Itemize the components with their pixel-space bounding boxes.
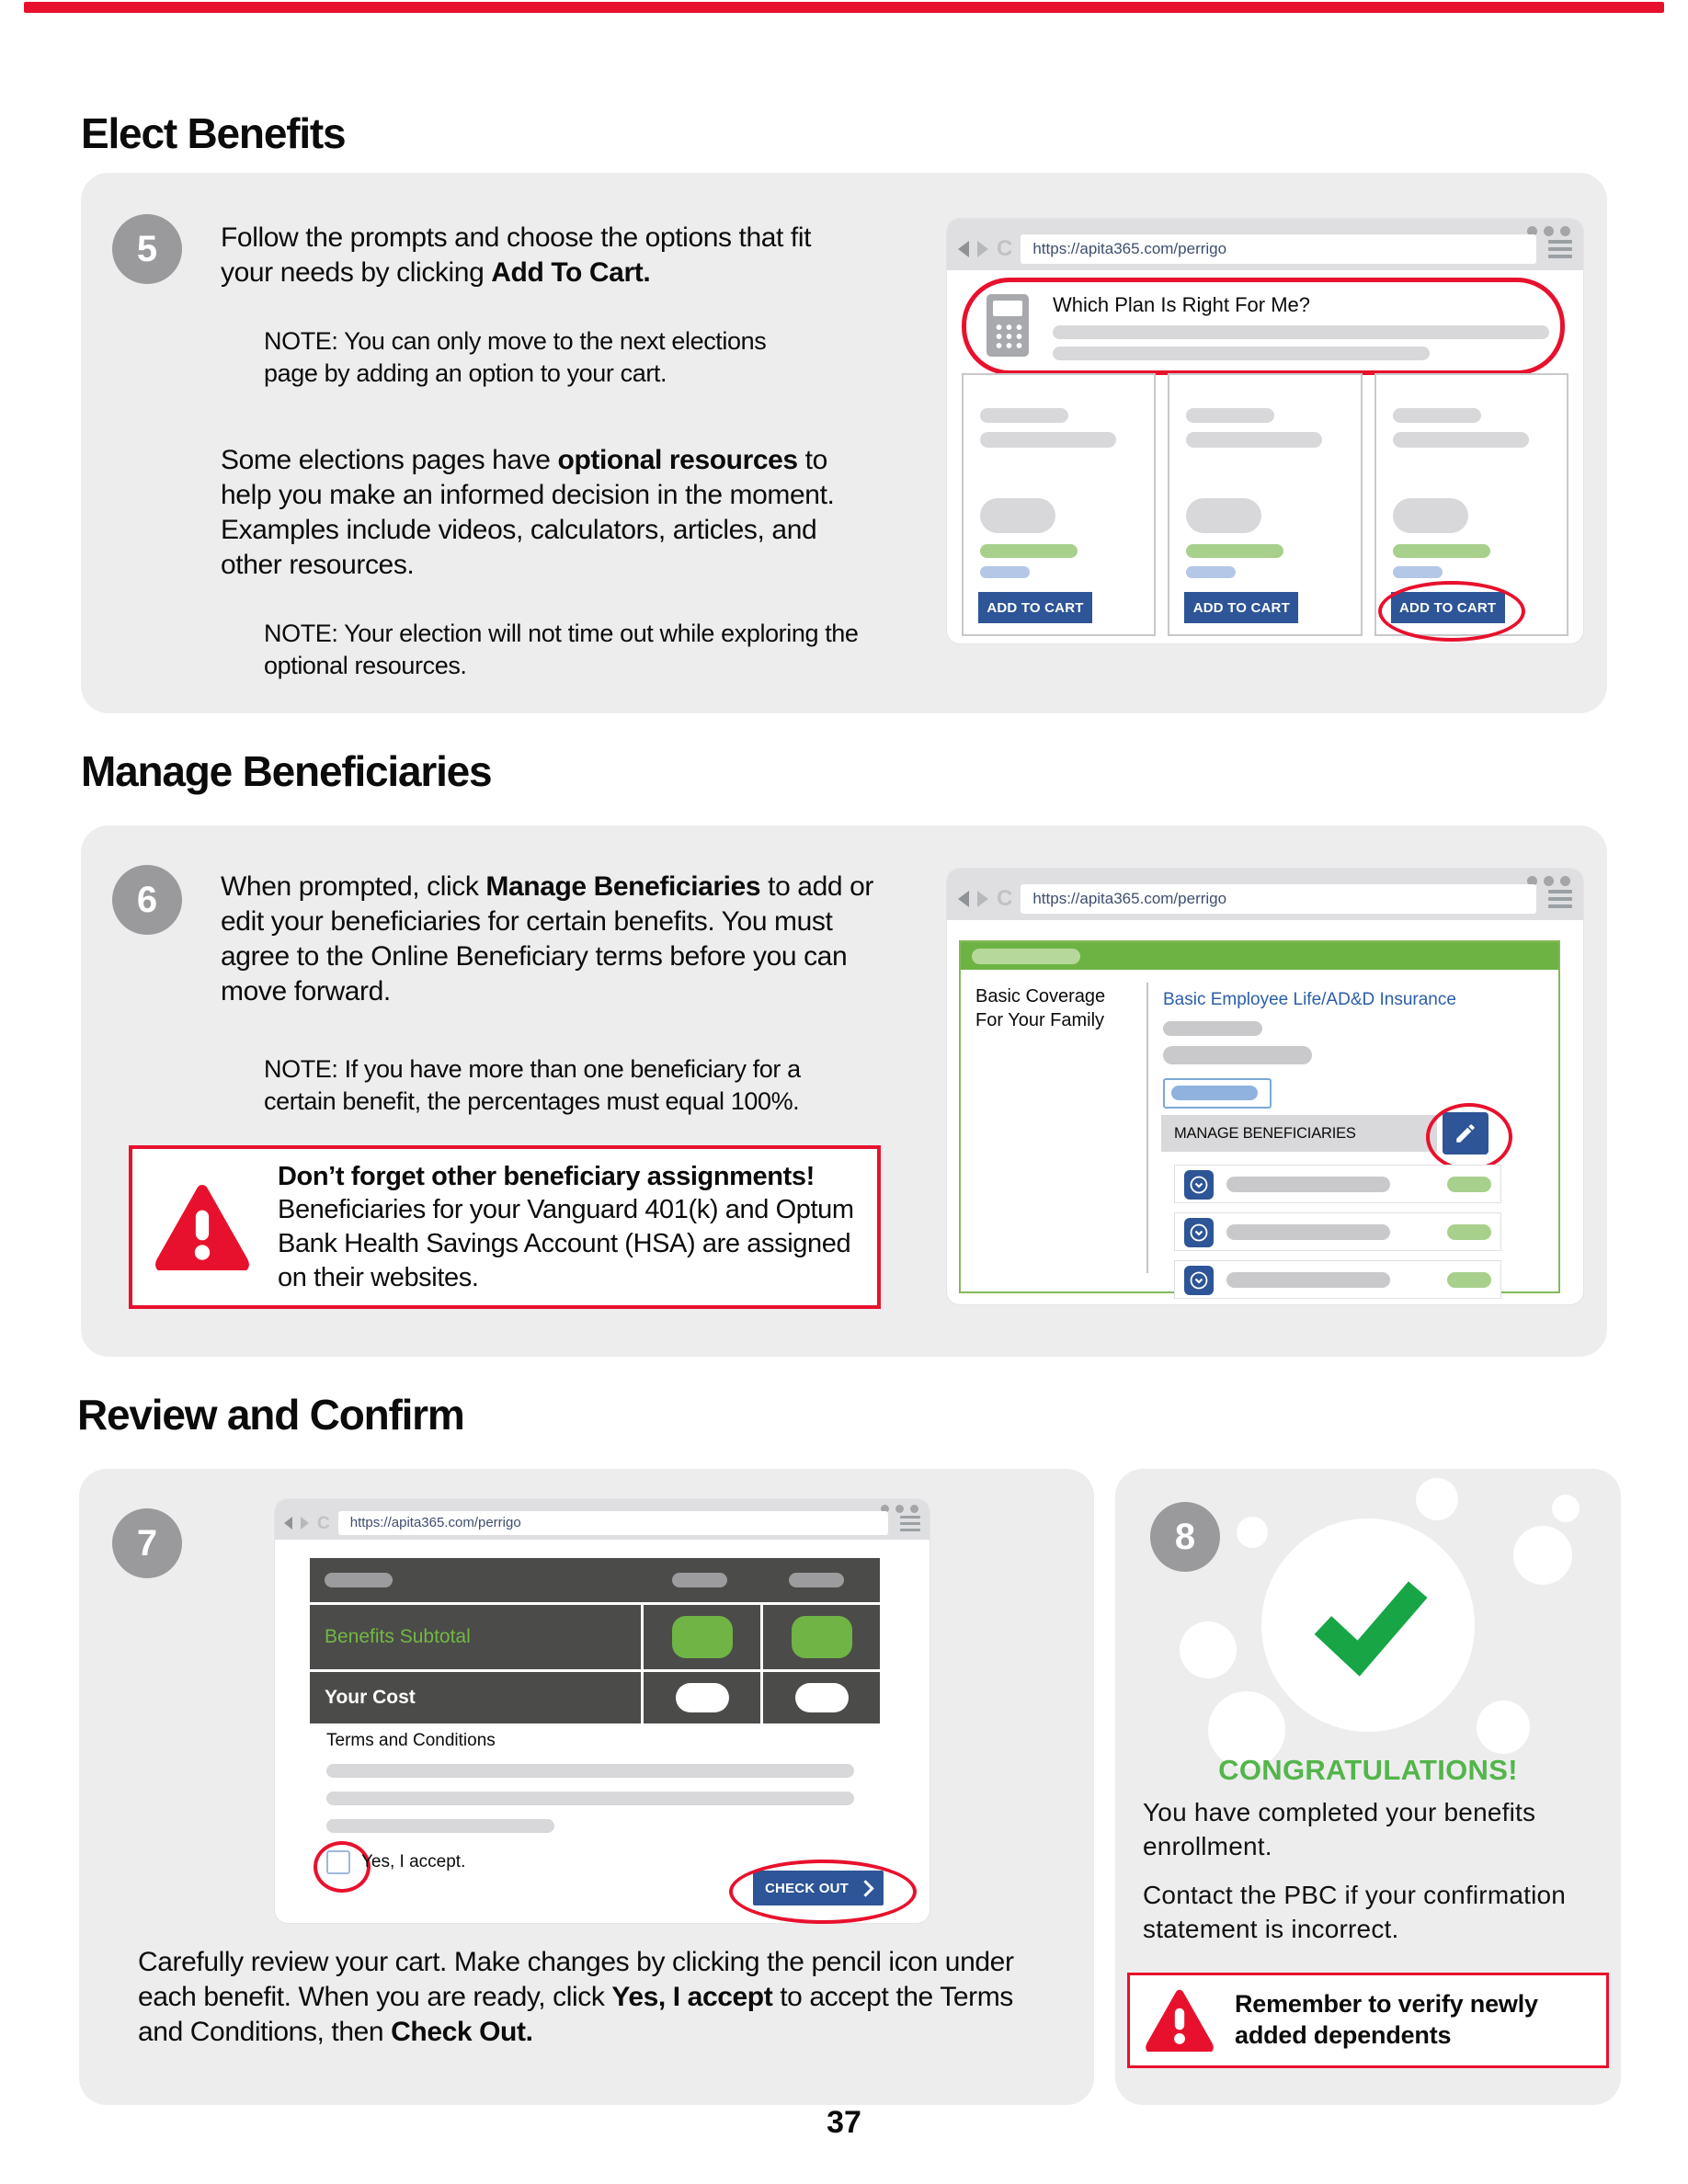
step-8-number: 8: [1174, 1516, 1196, 1557]
step-6-text2: to add or edit your beneficiaries for certain benefits. You must agree to the Online Beneficiary terms before you can move forward.: [221, 871, 873, 1007]
placeholder-bar: [1226, 1177, 1390, 1192]
back-icon[interactable]: [284, 1517, 292, 1530]
caption-text: Carefully review your cart. Make changes by clicking the pencil icon under each benefit. When you are ready, click: [138, 1947, 1014, 2013]
plan-card-1: [962, 373, 1156, 636]
manage-beneficiaries-bar[interactable]: [1161, 1115, 1437, 1152]
step-6-note: NOTE: If you have more than one beneficiary for a certain benefit, the percentages must equal 100%.: [264, 1055, 801, 1116]
placeholder-bar: [1226, 1224, 1390, 1240]
step-5-p2-bold: optional resources: [557, 445, 798, 475]
step-5-text-bold: Add To Cart.: [491, 257, 651, 289]
reload-icon[interactable]: C: [997, 886, 1013, 911]
decorative-bubble: [1513, 1526, 1572, 1585]
divider: [1146, 983, 1148, 1273]
beneficiary-row[interactable]: [1174, 1165, 1501, 1203]
terms-and-conditions-label: Terms and Conditions: [326, 1731, 496, 1750]
section-heading-manage-beneficiaries: Manage Beneficiaries: [81, 747, 492, 795]
step-8-badge: [1150, 1502, 1220, 1572]
contact-pbc-text: Contact the PBC if your confirmation statement is incorrect.: [1143, 1881, 1567, 1943]
step-5-note-1: NOTE: You can only move to the next elections page by adding an option to your cart.: [264, 327, 767, 388]
placeholder-bar-lightgreen: [972, 949, 1080, 964]
plan-cards: [962, 373, 1568, 636]
warning-title: Don’t forget other beneficiary assignments!: [278, 1161, 815, 1191]
browser-mockup-beneficiaries: [947, 869, 1583, 1304]
section-heading-review-confirm: Review and Confirm: [77, 1391, 464, 1439]
placeholder-bar: [1226, 1272, 1390, 1288]
your-cost-label: Your Cost: [325, 1687, 416, 1708]
table-header-row: [310, 1558, 880, 1602]
beneficiary-warning-text: [278, 1160, 855, 1294]
page-header-bar: [961, 942, 1558, 970]
step-5-instruction: [221, 221, 855, 290]
which-plan-title[interactable]: Which Plan Is Right For Me?: [1053, 293, 1310, 316]
placeholder-bar: [1163, 1046, 1312, 1064]
decorative-bubble: [1552, 1495, 1580, 1522]
placeholder-bar: [1393, 408, 1481, 423]
add-to-cart-button[interactable]: ADD TO CART: [978, 592, 1092, 623]
placeholder-bar: [1186, 432, 1322, 448]
which-plan-highlight-box: [962, 278, 1565, 375]
placeholder-bar: [326, 1819, 554, 1833]
placeholder-bar: [325, 1573, 393, 1587]
placeholder-bar-green: [1447, 1272, 1491, 1288]
step-5-badge: [112, 214, 182, 284]
warning-icon: [154, 1184, 250, 1270]
reload-icon[interactable]: C: [317, 1513, 330, 1533]
step-5-note-2: NOTE: Your election will not time out while exploring the optional resources.: [264, 620, 859, 680]
your-cost-row: [310, 1669, 880, 1723]
step-5-p2-text: Some elections pages have: [221, 445, 558, 475]
placeholder-bar: [326, 1792, 854, 1805]
cost-value-pill: [795, 1683, 849, 1712]
chevron-right-icon: [857, 1880, 873, 1896]
placeholder-bar-blue: [980, 566, 1030, 578]
placeholder-bar-blue: [1186, 566, 1236, 578]
placeholder-bar: [326, 1764, 854, 1778]
placeholder-bar-blue: [1171, 1086, 1258, 1100]
placeholder-blob: [1393, 498, 1468, 533]
browser-mockup-checkout: [275, 1499, 930, 1923]
check-icon: [1295, 1568, 1442, 1682]
caption-text2: to accept the Terms and Conditions, then: [138, 1982, 1013, 2048]
beneficiary-warning-box: [129, 1145, 881, 1309]
cart-summary-table: [310, 1558, 880, 1723]
placeholder-bar-green: [1393, 544, 1490, 558]
success-circle: [1261, 1519, 1475, 1732]
add-to-cart-button[interactable]: ADD TO CART: [1184, 592, 1298, 623]
manage-beneficiaries-label: MANAGE BENEFICIARIES: [1174, 1125, 1356, 1142]
menu-icon[interactable]: [900, 1516, 920, 1531]
placeholder-bar-green: [1447, 1177, 1491, 1192]
benefits-subtotal-row: [310, 1602, 880, 1669]
edit-button[interactable]: [1443, 1112, 1488, 1155]
benefit-link[interactable]: Basic Employee Life/AD&D Insurance: [1163, 990, 1456, 1009]
placeholder-bar: [1163, 1021, 1262, 1036]
beneficiary-row[interactable]: [1174, 1260, 1501, 1299]
back-icon[interactable]: [958, 891, 969, 907]
caption-bold-accept: Yes, I accept: [611, 1982, 773, 2013]
placeholder-bar: [672, 1573, 727, 1587]
check-out-button[interactable]: [753, 1871, 884, 1905]
back-icon[interactable]: [958, 241, 969, 257]
browser-mockup-elections: [947, 219, 1583, 643]
placeholder-blob: [1186, 498, 1261, 533]
placeholder-bar: [1393, 432, 1529, 448]
section-heading-elect-benefits: Elect Benefits: [81, 109, 346, 157]
placeholder-bar: [1053, 347, 1430, 360]
step-5-p2-text2: to help you make an informed decision in the moment. Examples include videos, calculators, articles, and other resources.: [221, 445, 835, 581]
step-6-text: When prompted, click: [221, 871, 486, 902]
subtotal-value-pill: [672, 1616, 733, 1658]
dependents-warning-text: Remember to verify newly added dependents: [1235, 1990, 1538, 2049]
step-7-badge: [112, 1508, 182, 1578]
placeholder-bar: [980, 432, 1116, 448]
accept-checkbox[interactable]: [326, 1850, 350, 1874]
chevron-down-icon: [1184, 1170, 1214, 1200]
forward-icon[interactable]: [977, 241, 988, 257]
placeholder-bar-green: [980, 544, 1078, 558]
benefits-page-frame: [959, 940, 1560, 1293]
menu-icon[interactable]: [1548, 890, 1572, 908]
reload-icon[interactable]: C: [997, 236, 1013, 261]
accept-label: Yes, I accept.: [361, 1852, 466, 1871]
review-caption: [138, 1945, 1057, 2050]
placeholder-bar-green: [1186, 544, 1283, 558]
benefits-subtotal-label: Benefits Subtotal: [325, 1626, 471, 1647]
browser-chrome: [947, 219, 1583, 270]
placeholder-blob: [980, 498, 1055, 533]
plan-card-2: [1168, 373, 1362, 636]
menu-icon[interactable]: [1548, 240, 1572, 258]
step-5-number: 5: [136, 228, 158, 269]
placeholder-bar: [1053, 325, 1549, 339]
step-6-text-bold: Manage Beneficiaries: [485, 871, 761, 902]
pencil-icon: [1454, 1121, 1477, 1145]
chevron-down-icon: [1184, 1218, 1214, 1247]
top-accent-bar: [24, 2, 1664, 13]
coverage-section-title: Basic Coverage For Your Family: [975, 986, 1106, 1030]
url-field[interactable]: https://apita365.com/perrigo: [1021, 234, 1536, 264]
caption-bold-checkout: Check Out.: [391, 2017, 533, 2048]
forward-icon[interactable]: [301, 1517, 309, 1530]
enrollment-complete-text: You have completed your benefits enrollment.: [1143, 1798, 1536, 1860]
beneficiary-row[interactable]: [1174, 1212, 1501, 1251]
decorative-bubble: [1477, 1701, 1530, 1754]
step-6-badge: [112, 865, 182, 935]
check-out-label: CHECK OUT: [765, 1880, 849, 1896]
add-to-cart-button[interactable]: ADD TO CART: [1391, 592, 1505, 623]
cost-value-pill: [676, 1683, 729, 1712]
step-6-instruction: [221, 870, 883, 1009]
placeholder-bar: [980, 408, 1068, 423]
url-field[interactable]: https://apita365.com/perrigo: [338, 1511, 888, 1535]
dependents-warning-box: [1127, 1973, 1609, 2068]
decorative-bubble: [1416, 1478, 1458, 1520]
placeholder-bar: [789, 1573, 844, 1587]
url-field[interactable]: https://apita365.com/perrigo: [1021, 884, 1536, 914]
step-6-number: 6: [136, 879, 158, 920]
browser-chrome: [275, 1499, 930, 1540]
decorative-bubble: [1180, 1621, 1237, 1678]
calculator-icon: [987, 294, 1029, 357]
placeholder-bar: [1186, 408, 1274, 423]
warning-body: Beneficiaries for your Vanguard 401(k) and Optum Bank Health Savings Account (HSA) are assigned on their websites.: [278, 1195, 854, 1292]
congratulations-heading: CONGRATULATIONS!: [1218, 1754, 1518, 1786]
placeholder-bar-blue: [1393, 566, 1443, 578]
placeholder-bar-green: [1447, 1224, 1491, 1240]
warning-icon: [1145, 1989, 1215, 2052]
step-5-text: Follow the prompts and choose the options that fit your needs by clicking: [221, 222, 812, 289]
page-number: 37: [827, 2105, 861, 2140]
step-7-number: 7: [136, 1522, 158, 1564]
step-5-paragraph-2: [221, 443, 855, 583]
chevron-down-icon: [1184, 1266, 1214, 1295]
decorative-bubble: [1237, 1517, 1268, 1548]
coverage-amount-button[interactable]: [1163, 1078, 1272, 1109]
plan-card-3: [1374, 373, 1568, 636]
forward-icon[interactable]: [977, 891, 988, 907]
browser-chrome: [947, 869, 1583, 920]
subtotal-value-pill: [792, 1616, 852, 1658]
